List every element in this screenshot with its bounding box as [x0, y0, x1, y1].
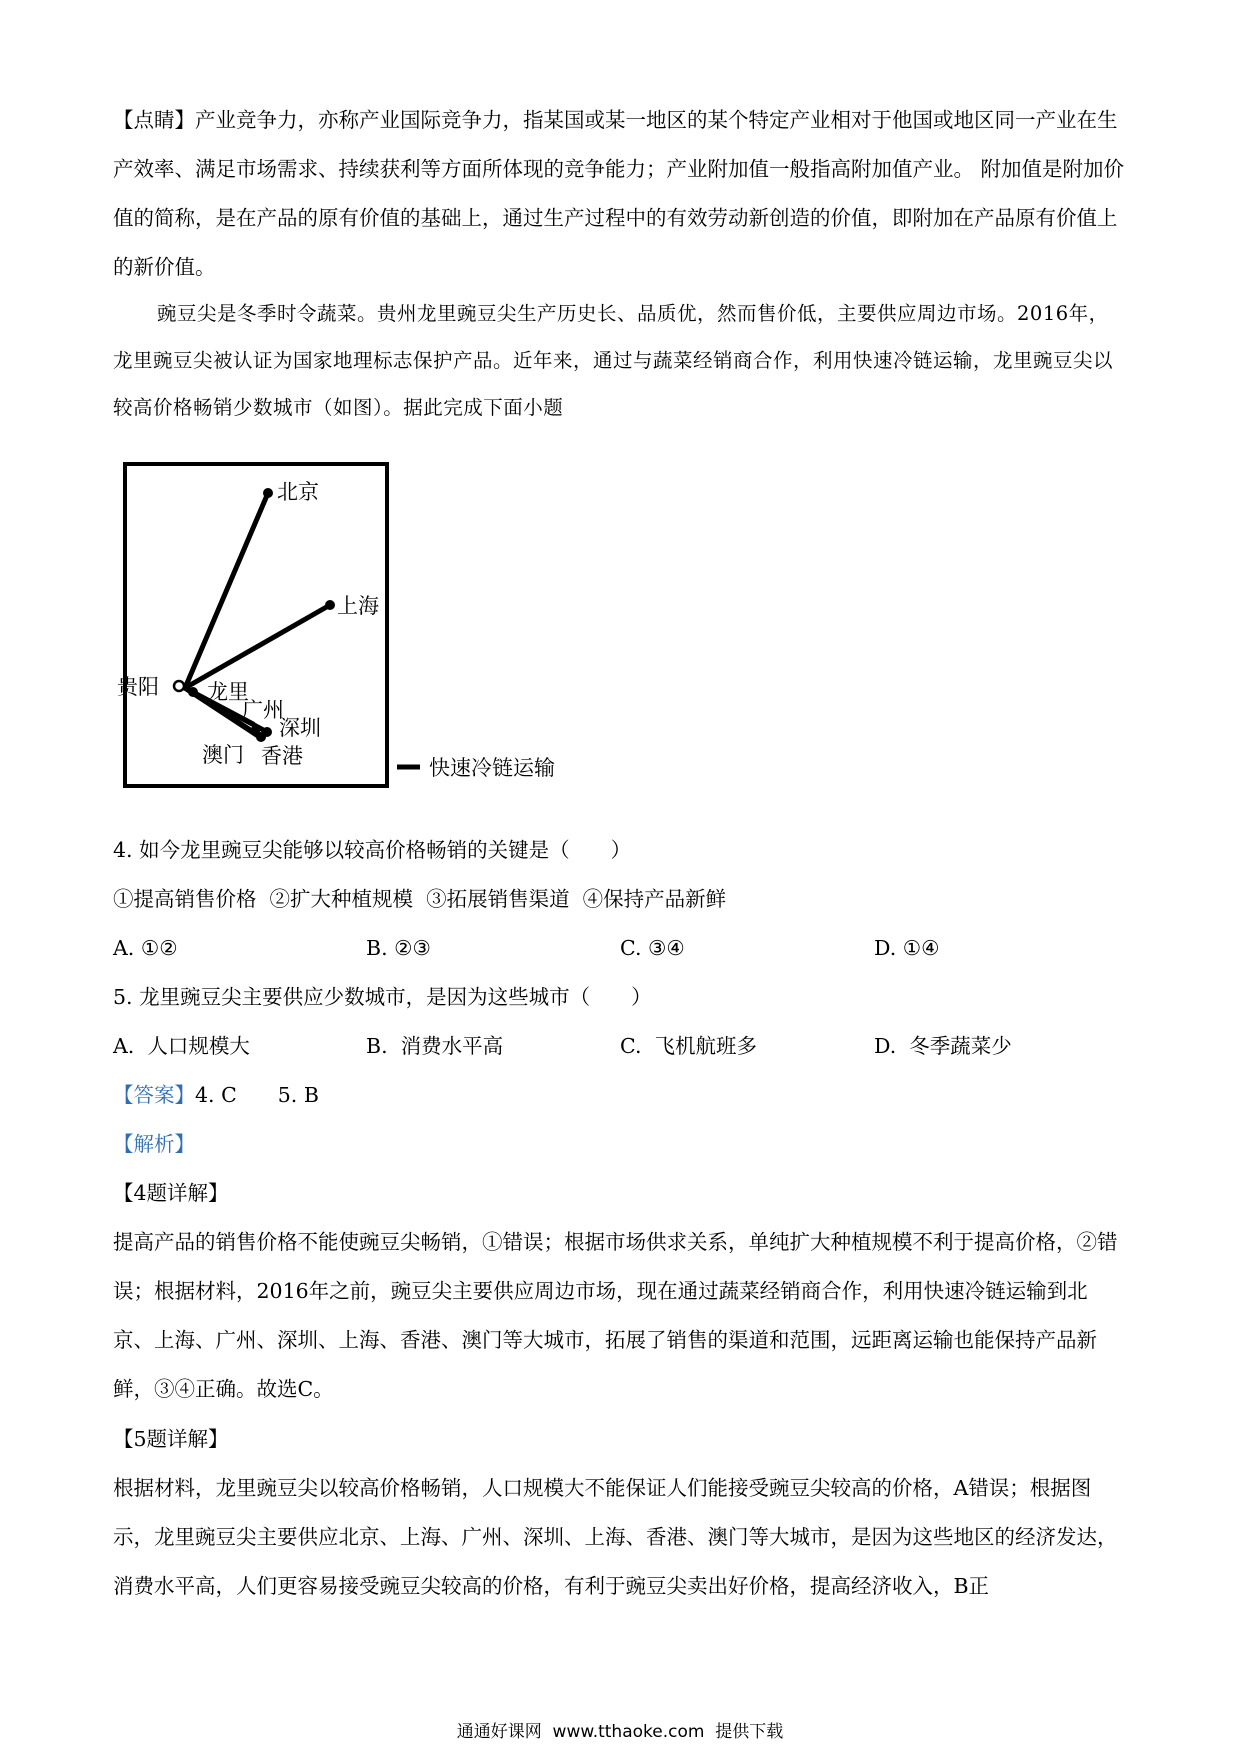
q4-option-d[interactable]: D. ①④ — [874, 936, 940, 960]
q4-stem: 4. 如今龙里豌豆尖能够以较高价格畅销的关键是（ ） — [113, 838, 632, 862]
analysis-tag: 【解析】 — [113, 1132, 195, 1156]
q5-stem: 5. 龙里豌豆尖主要供应少数城市，是因为这些城市（ ） — [113, 985, 652, 1009]
material-paragraph: 豌豆尖是冬季时令蔬菜。贵州龙里豌豆尖生产历史长、品质优，然而售价低，主要供应周边市场。2016年，龙里豌豆尖被认证为国家地理标志保护产品。近年来，通过与蔬菜经销商合作，利用快速冷链运输，龙里豌豆尖以较高价格畅销少数城市（如图）。据此完成下面小题 — [113, 302, 1114, 419]
label-guiyang: 贵阳 — [117, 675, 159, 699]
q5-option-b[interactable]: B. 消费水平高 — [366, 1034, 504, 1058]
longli-point — [188, 687, 198, 697]
route-map — [115, 456, 635, 806]
route-beijing — [185, 493, 268, 688]
q4-option-c[interactable]: C. ③④ — [620, 936, 685, 960]
q4-items: ①提高销售价格 ②扩大种植规模 ③拓展销售渠道 ④保持产品新鲜 — [113, 887, 727, 911]
answer-value: 4. C 5. B — [195, 1083, 319, 1107]
detail4-text: 提高产品的销售价格不能使豌豆尖畅销，①错误；根据市场供求关系，单纯扩大种植规模不利于提高价格，②错误；根据材料，2016年之前，豌豆尖主要供应周边市场，现在通过蔬菜经销商合作，利用快速冷链运输到北京、上海、广州、深圳、上海、香港、澳门等大城市，拓展了销售的渠道和范围，远距离运输也能保持产品新鲜，③④正确。故选C。 — [113, 1230, 1118, 1401]
detail4-title: 【4题详解】 — [113, 1181, 229, 1205]
answer-line — [113, 1080, 319, 1110]
detail5-text: 根据材料，龙里豌豆尖以较高价格畅销，人口规模大不能保证人们能接受豌豆尖较高的价格，A错误；根据图示，龙里豌豆尖主要供应北京、上海、广州、深圳、上海、香港、澳门等大城市，是因为这些地区的经济发达，消费水平高，人们更容易接受豌豆尖较高的价格，有利于豌豆尖卖出好价格，提高经济收入，B正 — [113, 1476, 1118, 1598]
q5-option-a[interactable]: A. 人口规模大 — [113, 1034, 250, 1058]
shanghai-point — [325, 600, 335, 610]
guiyang-point — [174, 681, 184, 691]
label-shanghai: 上海 — [337, 594, 379, 618]
label-longli: 龙里 — [207, 680, 249, 704]
footer-source: 通通好课网 www.tthaoke.com 提供下载 — [456, 1722, 784, 1742]
q5-option-c[interactable]: C. 飞机航班多 — [620, 1034, 758, 1058]
label-beijing: 北京 — [277, 480, 319, 504]
map-figure — [115, 456, 635, 806]
q4-option-a[interactable]: A. ①② — [113, 936, 178, 960]
q5-option-d[interactable]: D. 冬季蔬菜少 — [874, 1034, 1012, 1058]
q4-option-b[interactable]: B. ②③ — [366, 936, 431, 960]
beijing-point — [263, 488, 273, 498]
legend-label: 快速冷链运输 — [429, 756, 555, 780]
label-macau: 澳门 — [202, 743, 244, 767]
detail5-title: 【5题详解】 — [113, 1427, 229, 1451]
label-guangzhou: 广州 — [242, 698, 284, 722]
shenzhen-point — [262, 727, 272, 737]
label-shenzhen: 深圳 — [279, 716, 321, 740]
dianjing-paragraph — [113, 96, 1125, 292]
route-shanghai — [185, 605, 330, 688]
dianjing-text: 产业竞争力，亦称产业国际竞争力，指某国或某一地区的某个特定产业相对于他国或地区同一产业在生产效率、满足市场需求、持续获利等方面所体现的竞争能力；产业附加值一般指高附加值产业。 附加值是附加价值的简称，是在产品的原有价值的基础上，通过生产过程中的有效劳动新创造的价值，即附加在产品原有价值上的新价值。 — [113, 108, 1125, 279]
answer-tag: 【答案】 — [113, 1083, 195, 1107]
label-hongkong: 香港 — [261, 744, 303, 768]
dianjing-tag: 【点睛】 — [113, 108, 195, 132]
